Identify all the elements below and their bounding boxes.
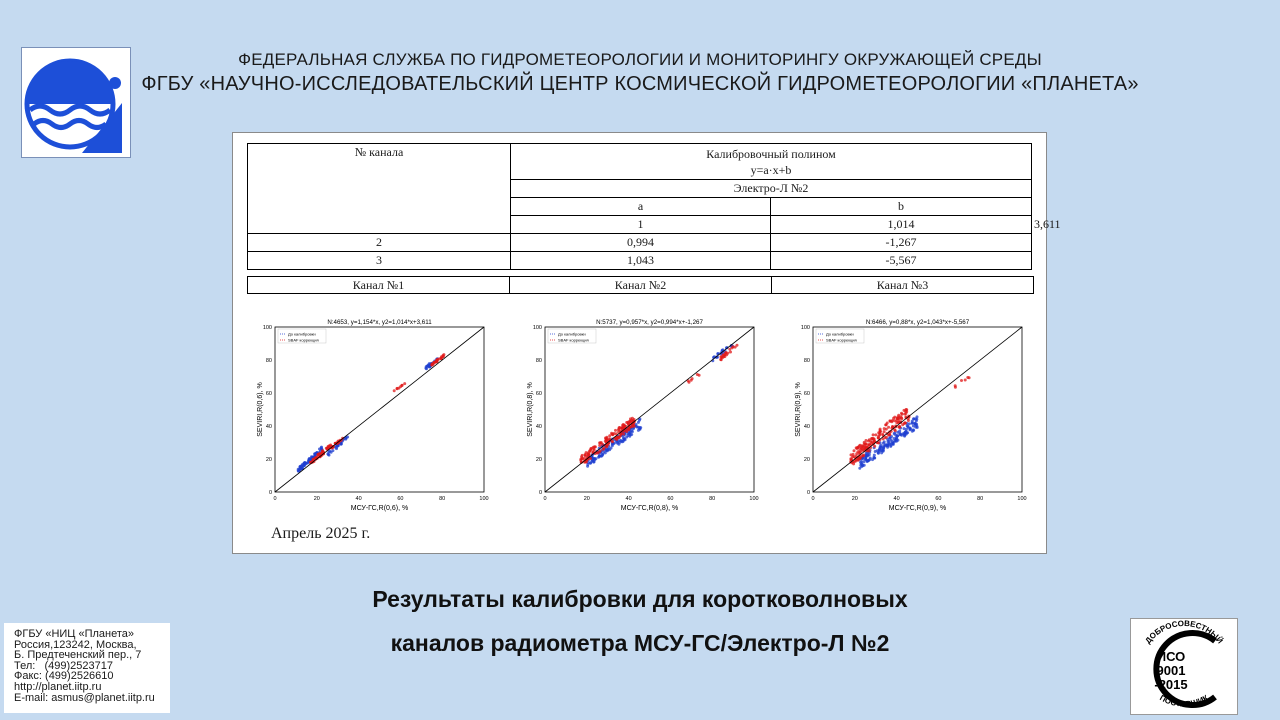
x-axis-label: МСУ-ГС,R(0,8), %	[620, 505, 679, 512]
x-tick-label: 60	[935, 496, 942, 502]
plot-title: N:6466, y=0,88*x, y2=1,043*x+-5,567	[865, 319, 970, 326]
channel-labels	[247, 276, 1034, 294]
data-point	[736, 344, 739, 347]
data-point	[893, 419, 896, 422]
data-point	[912, 428, 915, 431]
data-point	[594, 445, 597, 448]
y-tick-label: 40	[535, 424, 542, 430]
data-point	[904, 412, 907, 415]
data-point	[964, 379, 967, 382]
data-point	[636, 426, 639, 429]
cell-b: -1,267	[771, 234, 1032, 252]
data-point	[896, 431, 899, 434]
data-point	[302, 464, 305, 467]
results-panel	[232, 132, 1061, 554]
header-polynomial	[511, 144, 1032, 180]
data-point	[888, 433, 891, 436]
data-point	[887, 426, 890, 429]
iso-bottom-text: ПОСТАВЩИК	[1158, 693, 1210, 709]
legend-label-before: До калибровки	[558, 331, 586, 337]
data-point	[729, 351, 732, 354]
caption-line-1: Результаты калибровки для коротковолновых	[372, 586, 908, 612]
contact-line: Россия,123242, Москва,	[14, 638, 137, 651]
data-point	[862, 454, 865, 457]
data-point	[587, 454, 590, 457]
data-point	[859, 457, 862, 460]
header-satellite: Электро-Л №2	[511, 180, 1032, 198]
y-tick-label: 60	[265, 391, 272, 397]
contact-line: Тел: (499)2523717	[14, 659, 113, 672]
y-tick-label: 0	[268, 490, 272, 496]
legend-label-after: SBAF коррекция	[558, 337, 589, 343]
data-point	[604, 440, 607, 443]
cell-b: -5,567	[771, 252, 1032, 270]
data-point	[890, 420, 893, 423]
legend-label-after: SBAF коррекция	[826, 337, 857, 343]
data-point	[856, 446, 859, 449]
data-point	[893, 432, 896, 435]
y-tick-label: 20	[803, 457, 810, 463]
data-point	[885, 423, 888, 426]
x-tick-label: 60	[397, 496, 404, 502]
y-tick-label: 60	[803, 391, 810, 397]
data-point	[313, 452, 316, 455]
iso-line-3: -2015	[1154, 677, 1188, 692]
iso-top-text: ДОБРОСОВЕСТНЫЙ	[1143, 619, 1225, 646]
data-point	[883, 427, 886, 430]
data-point	[868, 438, 871, 441]
data-point	[441, 355, 444, 358]
contact-block	[4, 623, 170, 713]
data-point	[393, 389, 396, 392]
data-point	[601, 454, 604, 457]
x-tick-label: 20	[851, 496, 858, 502]
x-tick-label: 60	[667, 496, 674, 502]
x-tick-label: 100	[1017, 496, 1027, 502]
data-point	[598, 444, 601, 447]
data-point	[731, 346, 734, 349]
data-point	[605, 444, 608, 447]
data-point	[320, 446, 323, 449]
x-axis-label: МСУ-ГС,R(0,9), %	[888, 505, 947, 512]
data-point	[691, 377, 694, 380]
data-point	[903, 421, 906, 424]
data-point	[881, 433, 884, 436]
data-point	[590, 447, 593, 450]
data-point	[611, 444, 614, 447]
data-point	[637, 421, 640, 424]
y-axis-label: SEVIRI,R(0,8), %	[527, 382, 534, 437]
y-tick-label: 0	[538, 490, 542, 496]
y-tick-label: 80	[265, 358, 272, 364]
data-point	[860, 465, 863, 468]
legend-label-after: SBAF коррекция	[288, 337, 319, 343]
x-tick-label: 40	[355, 496, 362, 502]
cell-a: 1,043	[511, 252, 771, 270]
data-point	[720, 358, 723, 361]
y-tick-label: 80	[803, 358, 810, 364]
y-tick-label: 0	[806, 490, 810, 496]
data-point	[916, 415, 919, 418]
header-channel-number: № канала	[248, 144, 511, 234]
data-point	[908, 427, 911, 430]
y-tick-label: 100	[532, 325, 542, 331]
y-tick-label: 20	[265, 457, 272, 463]
legend-label-before: До калибровки	[826, 331, 854, 337]
data-point	[722, 353, 725, 356]
data-point	[876, 449, 879, 452]
data-point	[889, 437, 892, 440]
data-point	[916, 426, 919, 429]
report-date: Апрель 2025 г.	[271, 525, 371, 542]
x-tick-label: 40	[625, 496, 632, 502]
data-point	[698, 374, 701, 377]
data-point	[327, 446, 330, 449]
data-point	[906, 431, 909, 434]
data-point	[887, 440, 890, 443]
data-point	[859, 446, 862, 449]
data-point	[725, 353, 728, 356]
iso-line-1: ИСО	[1156, 649, 1186, 664]
header-center: ФГБУ «НАУЧНО-ИССЛЕДОВАТЕЛЬСКИЙ ЦЕНТР КОСМИЧЕСКОЙ ГИДРОМЕТЕОРОЛОГИИ «ПЛАНЕТА»	[141, 73, 1139, 95]
data-point	[852, 453, 855, 456]
data-point	[628, 435, 631, 438]
data-point	[622, 433, 625, 436]
data-point	[898, 426, 901, 429]
data-point	[896, 417, 899, 420]
data-point	[864, 443, 867, 446]
data-point	[905, 408, 908, 411]
x-tick-label: 0	[273, 496, 277, 502]
data-point	[954, 386, 957, 389]
x-tick-label: 80	[977, 496, 984, 502]
data-point	[606, 449, 609, 452]
legend-label-before: До калибровки	[288, 331, 316, 337]
data-point	[618, 426, 621, 429]
data-point	[906, 424, 909, 427]
data-point	[886, 446, 889, 449]
x-tick-label: 100	[479, 496, 489, 502]
data-point	[431, 363, 434, 366]
data-point	[883, 430, 886, 433]
data-point	[960, 379, 963, 382]
data-point	[879, 428, 882, 431]
data-point	[608, 434, 611, 437]
data-point	[872, 433, 875, 436]
data-point	[853, 449, 856, 452]
y-tick-label: 40	[265, 424, 272, 430]
plot-title: N:5737, y=0,957*x, y2=0,994*x+-1,267	[596, 319, 703, 326]
data-point	[630, 429, 633, 432]
y-axis-label: SEVIRI,R(0,6), %	[257, 382, 264, 437]
data-point	[604, 451, 607, 454]
data-point	[581, 457, 584, 460]
cell-channel: 1	[511, 216, 771, 234]
calibration-table	[247, 143, 1061, 270]
channel-label-1: Канал №1	[248, 277, 510, 294]
data-point	[895, 436, 898, 439]
x-tick-label: 80	[439, 496, 446, 502]
data-point	[873, 438, 876, 441]
cell-channel: 3	[248, 252, 511, 270]
x-tick-label: 0	[543, 496, 547, 502]
data-point	[877, 436, 880, 439]
plot-title: N:4653, y=1,154*x, y2=1,014*x+3,611	[327, 319, 432, 326]
data-point	[327, 453, 330, 456]
data-point	[911, 420, 914, 423]
data-point	[614, 429, 617, 432]
x-tick-label: 40	[893, 496, 900, 502]
y-axis-label: SEVIRI,R(0,9), %	[795, 382, 802, 437]
channel-label-2: Канал №2	[510, 277, 772, 294]
data-point	[892, 443, 895, 446]
y-tick-label: 100	[262, 325, 272, 331]
x-tick-label: 0	[811, 496, 815, 502]
data-point	[889, 445, 892, 448]
cell-channel: 2	[248, 234, 511, 252]
data-point	[874, 433, 877, 436]
data-point	[619, 439, 622, 442]
scatter-plot-2	[525, 317, 759, 512]
contact-line: Б. Предтеченский пер., 7	[14, 649, 142, 662]
x-tick-label: 20	[313, 496, 320, 502]
data-point	[599, 441, 602, 444]
data-point	[598, 454, 601, 457]
data-point	[584, 453, 587, 456]
data-point	[638, 426, 641, 429]
data-point	[873, 457, 876, 460]
data-point	[862, 446, 865, 449]
iso-line-2: 9001	[1156, 663, 1186, 678]
data-point	[873, 445, 876, 448]
data-point	[852, 462, 855, 465]
y-tick-label: 40	[803, 424, 810, 430]
data-point	[901, 413, 904, 416]
data-point	[882, 450, 885, 453]
data-point	[599, 449, 602, 452]
polynomial-title: Калибровочный полином	[706, 146, 836, 161]
data-point	[401, 384, 404, 387]
iso-certificate-badge	[1130, 618, 1238, 715]
contact-line: Факс: (499)2526610	[14, 670, 114, 683]
contact-line: ФГБУ «НИЦ «Планета»	[14, 628, 135, 640]
data-point	[622, 425, 625, 428]
header-a: a	[511, 198, 771, 216]
data-point	[437, 358, 440, 361]
y-tick-label: 60	[535, 391, 542, 397]
data-point	[618, 436, 621, 439]
data-point	[623, 438, 626, 441]
data-point	[868, 453, 871, 456]
data-point	[586, 465, 589, 468]
data-point	[856, 450, 859, 453]
contact-website: http://planet.iitp.ru	[14, 680, 102, 693]
polynomial-formula: y=a·x+b	[750, 162, 792, 177]
data-point	[903, 432, 906, 435]
x-axis-label: МСУ-ГС,R(0,6), %	[350, 505, 409, 512]
data-point	[435, 360, 438, 363]
y-tick-label: 100	[800, 325, 810, 331]
table-row: 1 1,014 3,611	[248, 216, 1032, 234]
plot-canvas	[255, 317, 489, 512]
data-point	[403, 382, 406, 385]
data-point	[426, 365, 429, 368]
data-point	[335, 447, 338, 450]
data-point	[297, 468, 300, 471]
table-row	[248, 234, 1032, 252]
y-tick-label: 20	[535, 457, 542, 463]
scatter-plot-3	[793, 317, 1027, 512]
plot-canvas	[793, 317, 1027, 512]
x-tick-label: 100	[749, 496, 759, 502]
scatter-plot-1	[255, 317, 489, 512]
data-point	[914, 422, 917, 425]
header-b: b	[771, 198, 1032, 216]
data-point	[860, 462, 863, 465]
plot-canvas	[525, 317, 759, 512]
contact-email: E-mail: asmus@planet.iitp.ru	[14, 691, 155, 704]
data-point	[966, 376, 969, 379]
data-point	[615, 438, 618, 441]
planeta-logo	[21, 47, 131, 158]
data-point	[903, 427, 906, 430]
data-point	[396, 387, 399, 390]
cell-a: 1,014	[771, 216, 1032, 234]
data-point	[907, 419, 910, 422]
x-tick-label: 20	[583, 496, 590, 502]
data-point	[602, 448, 605, 451]
data-point	[589, 457, 592, 460]
x-tick-label: 80	[709, 496, 716, 502]
data-point	[596, 452, 599, 455]
table-row	[248, 252, 1032, 270]
y-tick-label: 80	[535, 358, 542, 364]
cell-a: 0,994	[511, 234, 771, 252]
header-agency: ФЕДЕРАЛЬНАЯ СЛУЖБА ПО ГИДРОМЕТЕОРОЛОГИИ И МОНИТОРИНГУ ОКРУЖАЮЩЕЙ СРЕДЫ	[238, 50, 1042, 69]
channel-label-3: Канал №3	[772, 277, 1034, 294]
data-point	[884, 443, 887, 446]
caption-line-2: каналов радиометра МСУ-ГС/Электро-Л №2	[390, 630, 890, 656]
data-point	[867, 459, 870, 462]
